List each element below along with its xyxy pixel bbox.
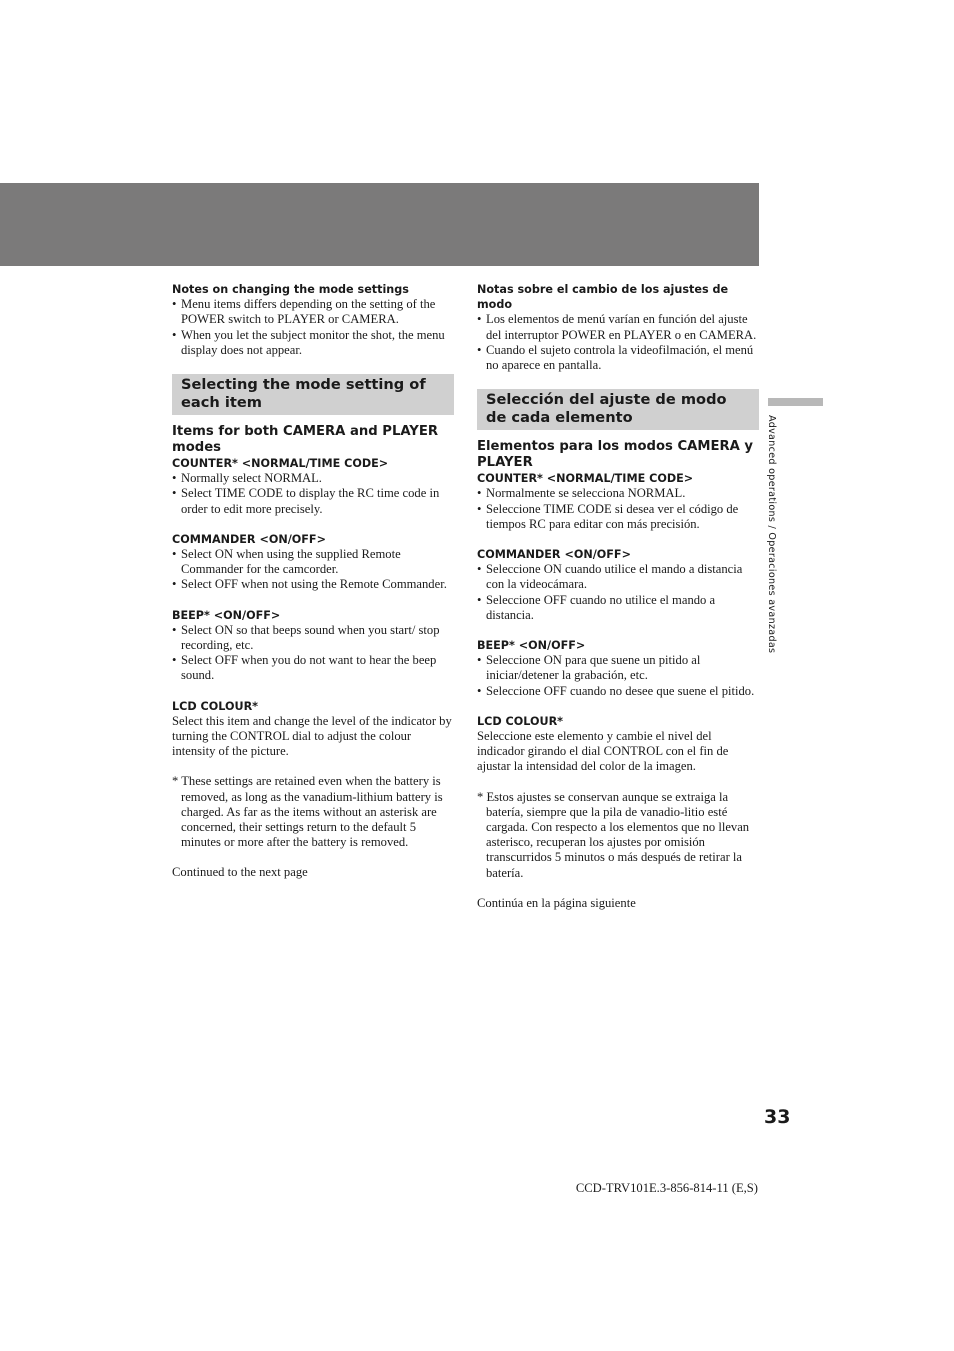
lcd-text: Select this item and change the level of the indicator by turning the CONTROL dial to adjust the colour intensity of the picture. [172,713,452,759]
list-item: • Seleccione OFF cuando no utilice el mando a distancia. [477,593,759,623]
counter-title: COUNTER* <NORMAL/TIME CODE> [477,472,694,486]
notes-list [172,297,454,358]
side-tab [768,398,823,406]
list-item: • Select OFF when not using the Remote Commander. [172,577,454,592]
list-item: • Menu items differs depending on the setting of the POWER switch to PLAYER or CAMERA. [172,297,454,327]
list-item: • Seleccione OFF cuando no desee que suene el pitido. [477,684,759,699]
side-label: Advanced operations / Operaciones avanzadas [766,415,777,654]
lcd-text: Seleccione este elemento y cambie el nivel del indicador girando el dial CONTROL con el fin de ajustar la intensidad del color de la imagen. [477,729,729,774]
commander-title: COMMANDER <ON/OFF> [172,532,326,546]
beep-list [172,623,454,684]
section-title: Selección del ajuste de modo de cada elemento [477,389,759,430]
continued-text: Continúa en la página siguiente [477,895,636,910]
english-column [172,282,454,881]
notes-title: Notas sobre el cambio de los ajustes de modo [477,283,729,312]
list-item: • Select ON when using the supplied Remote Commander for the camcorder. [172,547,454,577]
model-code: CCD-TRV101E.3-856-814-11 (E,S) [575,1181,758,1195]
section-title: Selecting the mode setting of each item [172,374,454,415]
counter-list [172,471,454,517]
list-item: • Cuando el sujeto controla la videofilmación, el menú no aparece en pantalla. [477,343,759,373]
list-item: • Select OFF when you do not want to hear the beep sound. [172,653,454,683]
page-number: 33 [764,1106,791,1128]
counter-title: COUNTER* <NORMAL/TIME CODE> [172,457,389,471]
commander-list [172,547,454,593]
header-band [0,183,759,266]
notes-title: Notes on changing the mode settings [172,283,409,296]
list-item: • Select ON so that beeps sound when you start/ stop recording, etc. [172,623,454,653]
continued-text: Continued to the next page [172,865,308,880]
footnote: * These settings are retained even when the battery is removed, as long as the vanadium-lithium battery is charged. As far as the items without an asterisk are concerned, their settings return to the default 5 minutes or more after the battery is removed. [172,774,443,850]
commander-list [477,562,759,623]
notes-list [477,312,759,373]
list-item: • Seleccione ON cuando utilice el mando a distancia con la videocámara. [477,562,759,592]
list-item: • Normally select NORMAL. [172,471,454,486]
spanish-column [477,282,759,911]
commander-title: COMMANDER <ON/OFF> [477,548,631,562]
beep-list [477,653,759,699]
items-title: Items for both CAMERA and PLAYER modes [172,424,439,456]
list-item: • When you let the subject monitor the shot, the menu display does not appear. [172,328,454,358]
items-title: Elementos para los modos CAMERA y PLAYER [477,439,754,471]
list-item: • Normalmente se selecciona NORMAL. [477,486,759,501]
beep-title: BEEP* <ON/OFF> [172,608,281,622]
footnote: * Estos ajustes se conservan aunque se extraiga la batería, siempre que la pila de vanadio-litio esté cargada. Con respecto a los elementos que no llevan asterisco, recuperan los ajustes por omisión transcurridos 5 minutos o más después de retirar la batería. [477,789,750,880]
list-item: • Los elementos de menú varían en función del ajuste del interruptor POWER en PLAYER o en CAMERA. [477,312,759,342]
beep-title: BEEP* <ON/OFF> [477,639,586,653]
counter-list [477,486,759,532]
lcd-title: LCD COLOUR* [172,699,259,713]
list-item: • Seleccione ON para que suene un pitido al iniciar/detener la grabación, etc. [477,653,759,683]
lcd-title: LCD COLOUR* [477,714,564,728]
list-item: • Seleccione TIME CODE si desea ver el código de tiempos RC para editar con más precisión. [477,502,759,532]
list-item: • Select TIME CODE to display the RC time code in order to edit more precisely. [172,486,454,516]
